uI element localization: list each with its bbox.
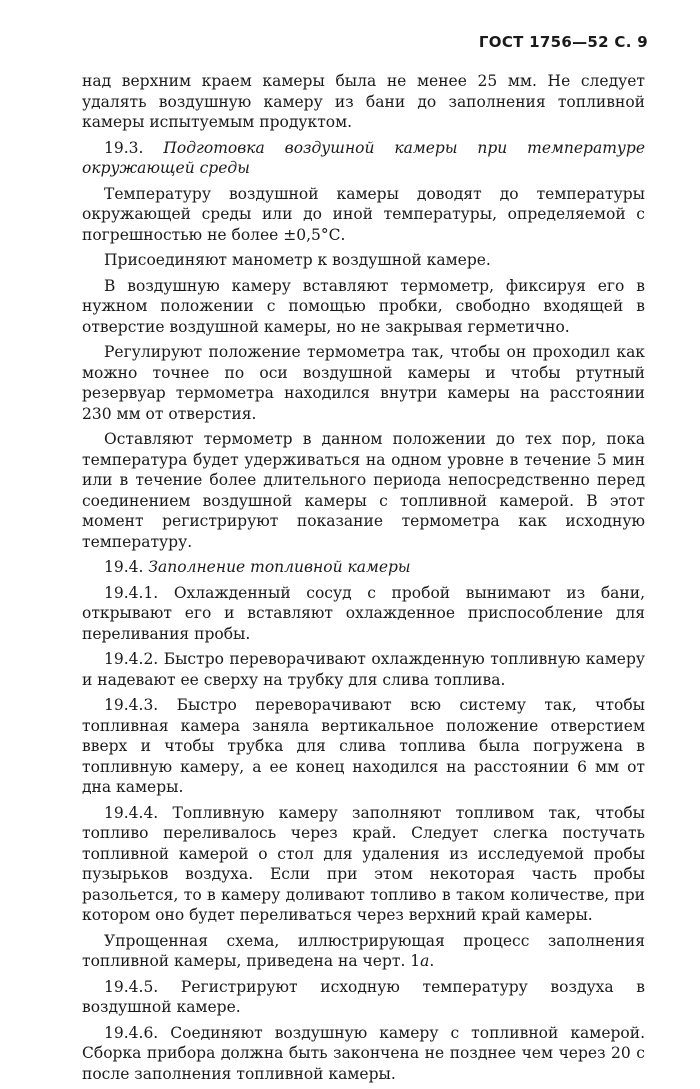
section-heading-19-3 xyxy=(82,138,645,179)
section-title: Заполнение топливной камеры xyxy=(148,558,411,576)
paragraph: В воздушную камеру вставляют термометр, фиксируя его в нужном положении с помощью пробки, свободно входящей в отверстие воздушной камеры, но не закрывая герметично. xyxy=(82,276,645,336)
paragraph-figure-reference xyxy=(82,931,645,972)
paragraph: 19.4.6. Соединяют воздушную камеру с топливной камерой. Сборка прибора должна быть закончена не позднее чем через 20 с после заполнения топливной камеры. xyxy=(82,1023,645,1083)
figure-reference-text: Упрощенная схема, иллюстрирующая процесс заполнения топливной камеры, приведена на черт. 1 xyxy=(82,931,645,970)
page-body xyxy=(82,71,645,1089)
page-header: ГОСТ 1756—52 С. 9 xyxy=(478,33,648,51)
paragraph: 19.4.2. Быстро переворачивают охлажденную топливную камеру и надевают ее сверху на трубку для слива топлива. xyxy=(82,650,645,689)
paragraph: 19.4.1. Охлажденный сосуд с пробой вынимают из бани, открывают его и вставляют охлажденное приспособление для переливания пробы. xyxy=(82,583,645,643)
paragraph: 19.4.4. Топливную камеру заполняют топливом так, чтобы топливо переливалось через край. Следует слегка постучать топливной камерой о стол для удаления из исследуемой пробы пузырьков воздуха. Если при этом некоторая часть пробы разольется, то в камеру доливают топливо в таком количестве, при котором оно будет переливаться через верхний край камеры. xyxy=(82,803,645,924)
figure-reference-letter: а xyxy=(420,952,430,970)
figure-reference-end: . xyxy=(429,952,435,970)
paragraph: 19.4.5. Регистрируют исходную температуру воздуха в воздушной камере. xyxy=(82,977,645,1016)
section-title: Подготовка воздушной камеры при температуре окружающей среды xyxy=(82,138,646,177)
paragraph: 19.4.3. Быстро переворачивают всю систему так, чтобы топливная камера заняла вертикальное положение отверстием вверх и чтобы трубка для слива топлива была погружена в топливную камеру, а ее конец находился на расстоянии 6 мм от дна камеры. xyxy=(82,696,645,796)
section-number: 19.4. xyxy=(104,558,144,576)
paragraph: Температуру воздушной камеры доводят до температуры окружающей среды или до иной температуры, определяемой с погрешностью не более ±0,5°С. xyxy=(82,184,645,244)
paragraph: Присоединяют манометр к воздушной камере. xyxy=(104,251,491,269)
paragraph-continuation: над верхним краем камеры была не менее 25 мм. Не следует удалять воздушную камеру из бани до заполнения топливной камеры испытуемым продуктом. xyxy=(82,72,645,131)
paragraph: Регулируют положение термометра так, чтобы он проходил как можно точнее по оси воздушной камеры и чтобы ртутный резервуар термометра находился внутри камеры на расстоянии 230 мм от отверстия. xyxy=(82,343,645,423)
section-heading-19-4 xyxy=(82,557,645,578)
section-number: 19.3. xyxy=(104,138,144,157)
paragraph: Оставляют термометр в данном положении до тех пор, пока температура будет удерживаться на одном уровне в течение 5 мин или в течение более длительного периода непосредственно перед соединением воздушной камеры с топливной камерой. В этот момент регистрируют показание термометра как исходную температуру. xyxy=(82,430,645,551)
